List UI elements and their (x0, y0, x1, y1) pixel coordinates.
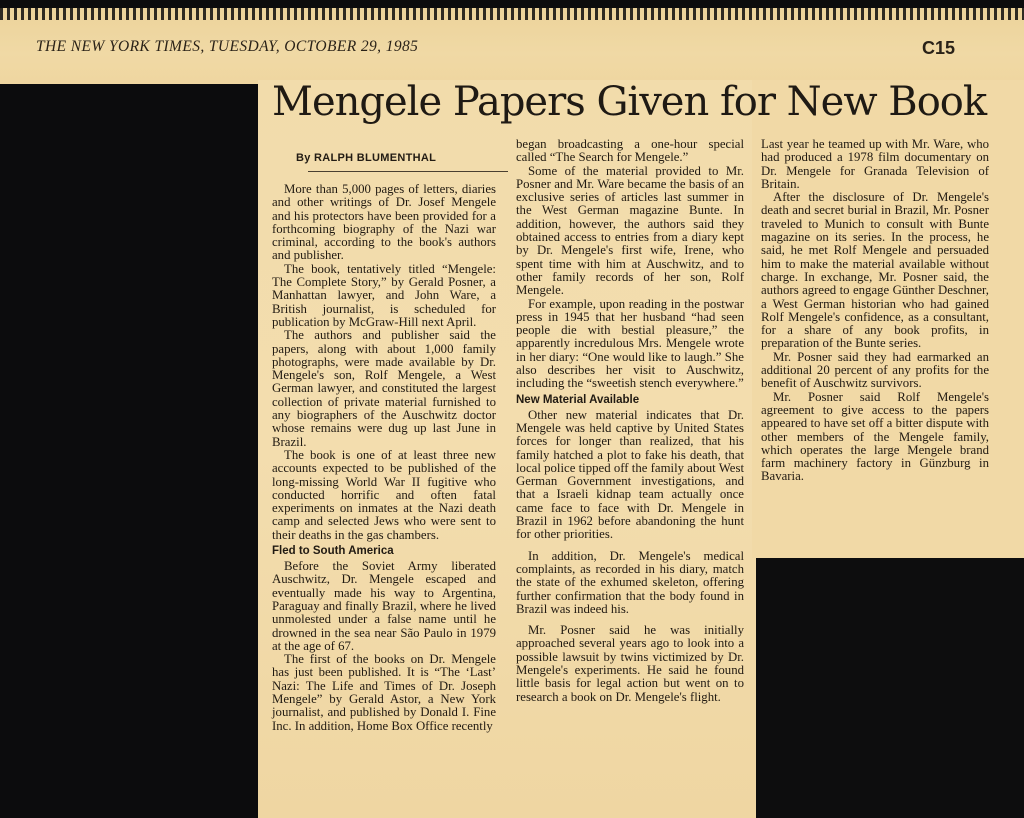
article-column-1 (272, 183, 496, 733)
background-gap (756, 558, 1024, 818)
paragraph: Mr. Posner said Rolf Mengele's agreement to give access to the papers appeared to have set off a bitter dispute with other members of the Mengele family, which operates the large Mengele brand farm machinery factory in Günzburg in Bavaria. (761, 389, 989, 484)
paragraph: began broadcasting a one-hour special called “The Search for Mengele.” (516, 137, 744, 165)
paragraph: Last year he teamed up with Mr. Ware, who had produced a 1978 film documentary on Dr. Mengele for Granada Television of Britain. (761, 137, 989, 191)
article-column-3 (761, 138, 989, 484)
byline: By RALPH BLUMENTHAL (296, 152, 437, 164)
masthead-strip (0, 8, 1024, 84)
headline: Mengele Papers Given for New Book (272, 79, 987, 125)
torn-edge (0, 8, 1024, 20)
paragraph: Before the Soviet Army liberated Auschwitz, Dr. Mengele escaped and eventually made his way to Argentina, Paraguay and finally Brazil, where he lived unmolested under a false name until he drowned in the sea near São Paulo in 1979 at the age of 67. (272, 559, 496, 653)
publication-date-line: THE NEW YORK TIMES, TUESDAY, OCTOBER 29, 1985 (36, 38, 419, 55)
subhead: New Material Available (516, 393, 640, 406)
paragraph: The book, tentatively titled “Mengele: The Complete Story,” by Gerald Posner, a Manhattan lawyer, and John Ware, a British journalist, is scheduled for publication by McGraw-Hill next April. (272, 261, 496, 329)
paragraph: Other new material indicates that Dr. Mengele was held captive by United States forces for longer than realized, that his family hatched a plot to fake his death, that local police tipped off the family about West German Government investigations, and that a Israeli kidnap team actually once came face to face with Dr. Mengele in Brazil in 1962 before abandoning the hunt for other priorities. (516, 407, 744, 542)
paragraph: The first of the books on Dr. Mengele has just been published. It is “The ‘Last’ Nazi: The Life and Times of Dr. Joseph Mengele” by Gerald Astor, a New York journalist, and published by Donald I. Fine Inc. In addition, Home Box Office recently (272, 652, 496, 733)
paragraph: Mr. Posner said they had earmarked an additional 20 percent of any profits for the benefit of Auschwitz survivors. (761, 349, 989, 391)
page-number: C15 (922, 38, 956, 58)
paragraph: After the disclosure of Dr. Mengele's death and secret burial in Brazil, Mr. Posner traveled to Munich to consult with Bunte magazine on its series. In the process, he said, he met Rolf Mengele and persuaded him to make the material available without charge. In exchange, Mr. Posner said, the authors agreed to engage Günther Deschner, a West German historian who had gained Rolf Mengele's confidence, as a consultant, for a share of any book profits, in preparation of the Bunte series. (761, 190, 989, 351)
paragraph: The authors and publisher said the papers, along with about 1,000 family photographs, were made available by Dr. Mengele's son, Rolf Mengele, a West German lawyer, and constituted the largest collection of private material furnished to any biographers of the Auschwitz doctor whose remains were dug up last June in Brazil. (272, 328, 496, 449)
byline-rule (308, 171, 508, 172)
paragraph: Mr. Posner said he was initially approached several years ago to look into a possible lawsuit by twins victimized by Dr. Mengele's experiments. He said he found little basis for legal action but went on to research a book on Dr. Mengele's flight. (516, 623, 744, 704)
article-column-2 (516, 138, 744, 704)
subhead: Fled to South America (272, 545, 394, 558)
paragraph: Some of the material provided to Mr. Posner and Mr. Ware became the basis of an exclusive series of articles last summer in the West German magazine Bunte. In addition, however, the authors said they obtained access to entries from a diary kept by Dr. Mengele's first wife, Irene, who spent time with him at Auschwitz, and to other family records of her son, Rolf Mengele. (516, 163, 744, 298)
paragraph: For example, upon reading in the postwar press in 1945 that her husband “had seen people die with bestial pleasure,” the apparently incredulous Mrs. Mengele wrote in her diary: “One would like to laugh.” She also describes her visit to Auschwitz, including the “sweetish stench everywhere.” (516, 296, 744, 391)
paragraph: More than 5,000 pages of letters, diaries and other writings of Dr. Josef Mengele and his protectors have been provided for a forthcoming biography of the Nazi war criminal, according to the book's authors and publisher. (272, 182, 496, 263)
paragraph: The book is one of at least three new accounts expected to be published of the long-missing World War II fugitive who conducted horrific and often fatal experiments on inmates at the Nazi death camp and selected Jews who were sent to their deaths in the gas chambers. (272, 447, 496, 542)
paragraph: In addition, Dr. Mengele's medical complaints, as recorded in his diary, match the state of the exhumed skeleton, offering further confirmation that the body found in Brazil was indeed his. (516, 548, 744, 616)
